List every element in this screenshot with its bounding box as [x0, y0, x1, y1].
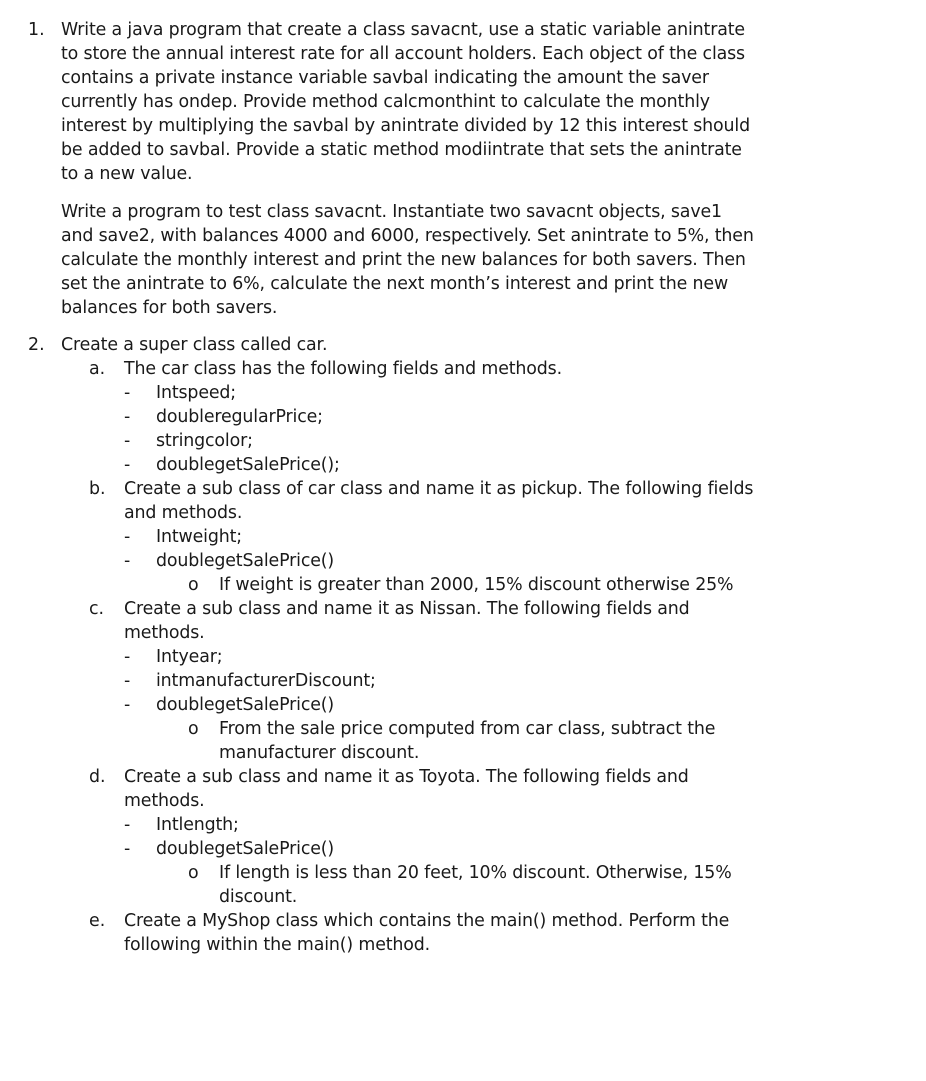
q2c-item-3-bullet: -: [124, 695, 131, 715]
q2a-item-1-bullet: -: [124, 383, 131, 403]
q2d-marker: d.: [89, 767, 106, 787]
q2c-sub-1: From the sale price computed from car class, subtract the: [219, 719, 716, 739]
q2c-item-2: intmanufacturerDiscount;: [156, 671, 376, 691]
q1-para1-line-2: to store the annual interest rate for all account holders. Each object of the class: [61, 44, 745, 64]
q1-para2-line-4: set the anintrate to 6%, calculate the next month’s interest and print the new: [61, 274, 729, 294]
q2d-sub-1: If length is less than 20 feet, 10% discount. Otherwise, 15%: [219, 863, 732, 883]
q2b-marker: b.: [89, 479, 106, 499]
q2b-item-1-bullet: -: [124, 527, 131, 547]
q2d-item-1-bullet: -: [124, 815, 131, 835]
q2d-sub-1-bullet: o: [188, 863, 199, 883]
q2c-item-1: Intyear;: [156, 647, 223, 667]
q2a-item-1: Intspeed;: [156, 383, 237, 403]
q1-para1-line-4: currently has ondep. Provide method calcmonthint to calculate the monthly: [61, 92, 710, 112]
q2a-item-2-bullet: -: [124, 407, 131, 427]
q2a-line-1: The car class has the following fields and methods.: [124, 359, 562, 379]
q2d-item-2: doublegetSalePrice(): [156, 839, 335, 859]
q1-number: 1.: [28, 20, 45, 40]
q2c-line-1: Create a sub class and name it as Nissan. The following fields and: [124, 599, 690, 619]
q2b-item-2-bullet: -: [124, 551, 131, 571]
q1-para1-line-6: be added to savbal. Provide a static method modiintrate that sets the anintrate: [61, 140, 742, 160]
q2b-line-1: Create a sub class of car class and name it as pickup. The following fields: [124, 479, 754, 499]
q2e-marker: e.: [89, 911, 106, 931]
q2e-line-2: following within the main() method.: [124, 935, 431, 955]
q1-para1-line-7: to a new value.: [61, 164, 193, 184]
q2b-line-2: and methods.: [124, 503, 243, 523]
q1-para1-line-5: interest by multiplying the savbal by anintrate divided by 12 this interest should: [61, 116, 750, 136]
q2b-sub-1-bullet: o: [188, 575, 199, 595]
q2a-item-3-bullet: -: [124, 431, 131, 451]
q2d-line-2: methods.: [124, 791, 205, 811]
q1-para2-line-1: Write a program to test class savacnt. Instantiate two savacnt objects, save1: [61, 202, 722, 222]
q2b-item-1: Intweight;: [156, 527, 242, 547]
q2c-item-1-bullet: -: [124, 647, 131, 667]
q2c-marker: c.: [89, 599, 105, 619]
q1-para1-line-3: contains a private instance variable savbal indicating the amount the saver: [61, 68, 709, 88]
q1-para2-line-5: balances for both savers.: [61, 298, 278, 318]
q2c-item-3: doublegetSalePrice(): [156, 695, 335, 715]
q2d-line-1: Create a sub class and name it as Toyota. The following fields and: [124, 767, 689, 787]
q1-para2-line-2: and save2, with balances 4000 and 6000, respectively. Set anintrate to 5%, then: [61, 226, 754, 246]
q2-title: Create a super class called car.: [61, 335, 328, 355]
q2a-marker: a.: [89, 359, 106, 379]
q2d-sub-2: discount.: [219, 887, 298, 907]
q2b-item-2: doublegetSalePrice(): [156, 551, 335, 571]
q1-para1-line-1: Write a java program that create a class savacnt, use a static variable anintrate: [61, 20, 745, 40]
q2d-item-1: Intlength;: [156, 815, 239, 835]
q2b-sub-1: If weight is greater than 2000, 15% discount otherwise 25%: [219, 575, 734, 595]
q1-para2-line-3: calculate the monthly interest and print the new balances for both savers. Then: [61, 250, 746, 270]
q2a-item-4-bullet: -: [124, 455, 131, 475]
q2a-item-3: stringcolor;: [156, 431, 253, 451]
q2c-sub-1-bullet: o: [188, 719, 199, 739]
q2c-sub-2: manufacturer discount.: [219, 743, 420, 763]
q2a-item-2: doubleregularPrice;: [156, 407, 323, 427]
q2-number: 2.: [28, 335, 45, 355]
q2a-item-4: doublegetSalePrice();: [156, 455, 340, 475]
q2e-line-1: Create a MyShop class which contains the main() method. Perform the: [124, 911, 730, 931]
q2c-line-2: methods.: [124, 623, 205, 643]
q2c-item-2-bullet: -: [124, 671, 131, 691]
q2d-item-2-bullet: -: [124, 839, 131, 859]
